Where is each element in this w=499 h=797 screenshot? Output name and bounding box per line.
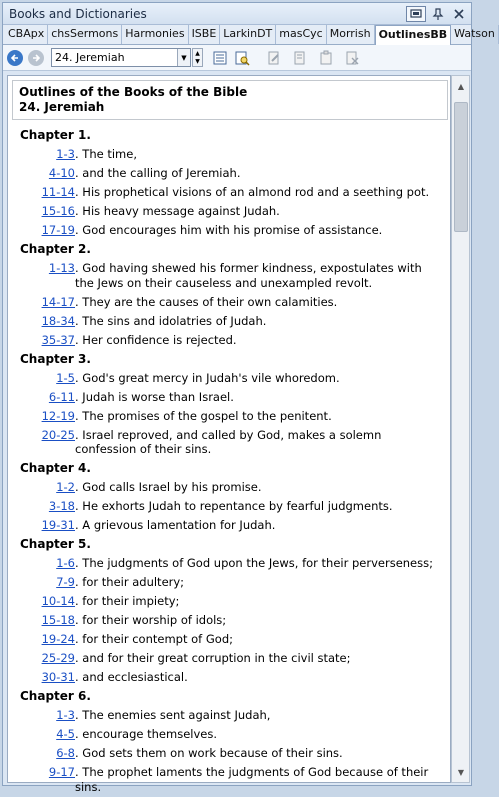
verse-ref-cell bbox=[20, 632, 75, 647]
outline-text: . and ecclesiastical. bbox=[75, 670, 188, 684]
outline-text: . They are the causes of their own calamities. bbox=[75, 294, 338, 309]
verse-ref-cell bbox=[20, 556, 75, 571]
verse-ref-cell bbox=[20, 499, 75, 514]
verse-ref-cell bbox=[20, 594, 75, 609]
outline-text: . The promises of the gospel to the penitent. bbox=[75, 408, 332, 423]
tab-outlinesbb[interactable]: OutlinesBB bbox=[375, 25, 452, 45]
outline-text: . The prophet laments the judgments of God because of their sins. bbox=[75, 765, 429, 794]
verse-ref-cell bbox=[20, 575, 75, 590]
verse-ref-link[interactable]: 18-34 bbox=[41, 313, 75, 328]
verse-ref-link[interactable]: 30-31 bbox=[41, 670, 75, 684]
verse-ref-cell bbox=[20, 518, 75, 533]
chapter-heading: Chapter 3. bbox=[20, 351, 91, 366]
verse-ref-link[interactable]: 9-17 bbox=[48, 765, 75, 779]
book-list-icon[interactable] bbox=[211, 49, 229, 67]
outline-entry bbox=[20, 293, 442, 312]
outline-entry bbox=[20, 611, 442, 630]
verse-ref-cell bbox=[20, 480, 75, 495]
verse-ref-link[interactable]: 17-19 bbox=[41, 223, 75, 237]
chapter-heading: Chapter 4. bbox=[20, 461, 91, 475]
verse-ref-link[interactable]: 1-5 bbox=[56, 370, 75, 385]
verse-ref-cell bbox=[20, 409, 75, 424]
outline-entry bbox=[20, 183, 442, 202]
book-select-value: 24. Jeremiah bbox=[55, 51, 125, 64]
tab-mascyc[interactable]: masCyc bbox=[276, 25, 326, 44]
tab-larkindt[interactable]: LarkinDT bbox=[220, 25, 276, 44]
outline-entry bbox=[20, 554, 442, 573]
outline-text: . His prophetical visions of an almond rod and a seething pot. bbox=[75, 185, 430, 199]
outline-text: . Israel reproved, and called by God, makes a solemn confession of their sins. bbox=[75, 427, 382, 456]
tab-chssermons[interactable]: chsSermons bbox=[48, 25, 122, 44]
restore-icon[interactable] bbox=[406, 6, 426, 22]
spin-up-icon[interactable]: ▲ bbox=[195, 49, 200, 57]
outline-entry bbox=[20, 649, 442, 668]
outline-entry bbox=[20, 369, 442, 388]
verse-ref-link[interactable]: 1-3 bbox=[56, 708, 75, 722]
outline-entry bbox=[20, 725, 442, 744]
outline-text: . for their impiety; bbox=[75, 594, 180, 608]
verse-ref-cell bbox=[20, 746, 75, 761]
tab-harmonies[interactable]: Harmonies bbox=[122, 25, 188, 44]
book-spinner[interactable] bbox=[192, 48, 203, 67]
close-icon[interactable] bbox=[450, 6, 468, 22]
outline-text: . encourage themselves. bbox=[75, 727, 217, 741]
verse-ref-cell bbox=[20, 261, 75, 290]
verse-ref-link[interactable]: 12-19 bbox=[41, 408, 75, 423]
outline-entry bbox=[20, 516, 442, 535]
outline-text: . for their worship of idols; bbox=[75, 613, 227, 627]
vertical-scrollbar[interactable] bbox=[451, 75, 470, 783]
copy-icon[interactable] bbox=[291, 49, 309, 67]
verse-ref-link[interactable]: 1-13 bbox=[48, 261, 75, 275]
module-tabs bbox=[3, 25, 495, 45]
outline-entry bbox=[20, 426, 442, 460]
outline-entry bbox=[20, 164, 442, 183]
verse-ref-link[interactable]: 11-14 bbox=[41, 185, 75, 199]
outline-text: . Her confidence is rejected. bbox=[75, 332, 237, 347]
search-book-icon[interactable] bbox=[233, 49, 251, 67]
verse-ref-link[interactable]: 25-29 bbox=[41, 651, 75, 665]
outline-text: . His heavy message against Judah. bbox=[75, 204, 280, 218]
outline-text: . The time, bbox=[75, 147, 137, 161]
chapter-heading: Chapter 2. bbox=[20, 242, 91, 256]
outline-text: . God sets them on work because of their sins. bbox=[75, 746, 343, 760]
outline-entry bbox=[20, 388, 442, 407]
outline-text: . God calls Israel by his promise. bbox=[75, 480, 262, 494]
verse-ref-link[interactable]: 15-18 bbox=[41, 613, 75, 627]
verse-ref-cell bbox=[20, 223, 75, 238]
verse-ref-link[interactable]: 6-11 bbox=[48, 389, 75, 404]
delete-icon[interactable] bbox=[343, 49, 361, 67]
outline-entry bbox=[20, 706, 442, 725]
verse-ref-link[interactable]: 1-3 bbox=[56, 147, 75, 161]
outline-text: . for their contempt of God; bbox=[75, 632, 233, 646]
chapter-heading: Chapter 6. bbox=[20, 689, 91, 703]
outline-text: . for their adultery; bbox=[75, 575, 185, 589]
outline-entry bbox=[20, 630, 442, 649]
chapter-list bbox=[8, 126, 450, 797]
tab-isbe[interactable]: ISBE bbox=[189, 25, 221, 44]
outline-entry bbox=[20, 763, 442, 797]
verse-ref-cell bbox=[20, 204, 75, 219]
verse-ref-link[interactable]: 19-24 bbox=[41, 632, 75, 646]
verse-ref-link[interactable]: 14-17 bbox=[41, 294, 75, 309]
verse-ref-cell bbox=[20, 390, 75, 405]
outline-content bbox=[7, 75, 451, 794]
outline-book: 24. Jeremiah bbox=[19, 100, 105, 114]
window-title: Books and Dictionaries bbox=[9, 6, 147, 21]
outline-entry bbox=[20, 221, 442, 240]
verse-ref-link[interactable]: 3-18 bbox=[48, 499, 75, 513]
outline-text: . The judgments of God upon the Jews, for their perverseness; bbox=[75, 556, 433, 570]
outline-text: . The enemies sent against Judah, bbox=[75, 708, 271, 722]
outline-entry bbox=[20, 407, 442, 426]
verse-ref-cell bbox=[20, 428, 75, 457]
outline-entry bbox=[20, 744, 442, 763]
outline-entry bbox=[20, 145, 442, 164]
toolbar bbox=[3, 45, 471, 71]
scroll-up-icon[interactable]: ▲ bbox=[457, 81, 465, 91]
outline-entry bbox=[20, 497, 442, 516]
verse-ref-cell bbox=[20, 314, 75, 329]
book-select[interactable] bbox=[51, 48, 191, 67]
verse-ref-link[interactable]: 35-37 bbox=[41, 332, 75, 347]
verse-ref-link[interactable]: 6-8 bbox=[56, 746, 75, 760]
tab-morrish[interactable]: Morrish bbox=[327, 25, 375, 44]
verse-ref-link[interactable]: 10-14 bbox=[41, 594, 75, 608]
verse-ref-cell bbox=[20, 727, 75, 742]
back-arrow-icon[interactable] bbox=[7, 50, 23, 66]
forward-arrow-icon[interactable] bbox=[28, 50, 44, 66]
books-dictionaries-window bbox=[2, 2, 495, 794]
outline-text: . God encourages him with his promise of assistance. bbox=[75, 223, 383, 237]
outline-text: . and the calling of Jeremiah. bbox=[75, 166, 241, 180]
pin-icon[interactable] bbox=[429, 6, 447, 22]
outline-text: . God's great mercy in Judah's vile whoredom. bbox=[75, 370, 340, 385]
outline-text: . Judah is worse than Israel. bbox=[75, 389, 234, 404]
spin-down-icon[interactable]: ▼ bbox=[195, 58, 200, 66]
verse-ref-link[interactable]: 1-2 bbox=[56, 480, 75, 494]
outline-entry bbox=[20, 202, 442, 221]
tab-cbapx[interactable]: CBApx bbox=[5, 25, 48, 44]
outline-entry bbox=[20, 592, 442, 611]
verse-ref-cell bbox=[20, 295, 75, 310]
verse-ref-cell bbox=[20, 670, 75, 685]
outline-entry bbox=[20, 331, 442, 350]
verse-ref-cell bbox=[20, 651, 75, 666]
chapter-heading: Chapter 5. bbox=[20, 537, 91, 551]
outline-entry bbox=[20, 668, 442, 687]
outline-entry bbox=[20, 478, 442, 497]
verse-ref-cell bbox=[20, 185, 75, 200]
edit-note-icon[interactable] bbox=[265, 49, 283, 67]
verse-ref-link[interactable]: 4-10 bbox=[48, 166, 75, 180]
outline-title: Outlines of the Books of the Bible bbox=[19, 85, 248, 99]
verse-ref-cell bbox=[20, 613, 75, 628]
outline-text: . God having shewed his former kindness, expostulates with the Jews on their causeless and unexampled revolt. bbox=[75, 261, 422, 290]
verse-ref-link[interactable]: 19-31 bbox=[41, 518, 75, 532]
outline-text: . He exhorts Judah to repentance by fearful judgments. bbox=[75, 499, 393, 513]
outline-entry bbox=[20, 312, 442, 331]
scroll-down-icon[interactable]: ▼ bbox=[457, 767, 465, 777]
scroll-thumb[interactable] bbox=[454, 102, 468, 232]
outline-entry bbox=[20, 573, 442, 592]
title-bar bbox=[3, 3, 471, 25]
verse-ref-cell bbox=[20, 708, 75, 723]
chapter-heading: Chapter 1. bbox=[20, 128, 91, 142]
verse-ref-link[interactable]: 15-16 bbox=[41, 204, 75, 218]
verse-ref-cell bbox=[20, 147, 75, 162]
verse-ref-cell bbox=[20, 765, 75, 794]
outline-entry bbox=[20, 259, 442, 293]
verse-ref-cell bbox=[20, 166, 75, 181]
verse-ref-cell bbox=[20, 333, 75, 348]
verse-ref-link[interactable]: 7-9 bbox=[56, 575, 75, 589]
outline-text: . The sins and idolatries of Judah. bbox=[75, 313, 267, 328]
outline-header bbox=[12, 80, 448, 120]
outline-text: . and for their great corruption in the civil state; bbox=[75, 651, 351, 665]
tab-watson[interactable]: Watson bbox=[451, 25, 499, 44]
verse-ref-link[interactable]: 1-6 bbox=[56, 556, 75, 570]
verse-ref-link[interactable]: 20-25 bbox=[41, 427, 75, 442]
verse-ref-cell bbox=[20, 371, 75, 386]
verse-ref-link[interactable]: 4-5 bbox=[56, 727, 75, 741]
outline-text: . A grievous lamentation for Judah. bbox=[75, 518, 276, 532]
paste-icon[interactable] bbox=[317, 49, 335, 67]
chevron-down-icon[interactable]: ▼ bbox=[177, 49, 190, 66]
